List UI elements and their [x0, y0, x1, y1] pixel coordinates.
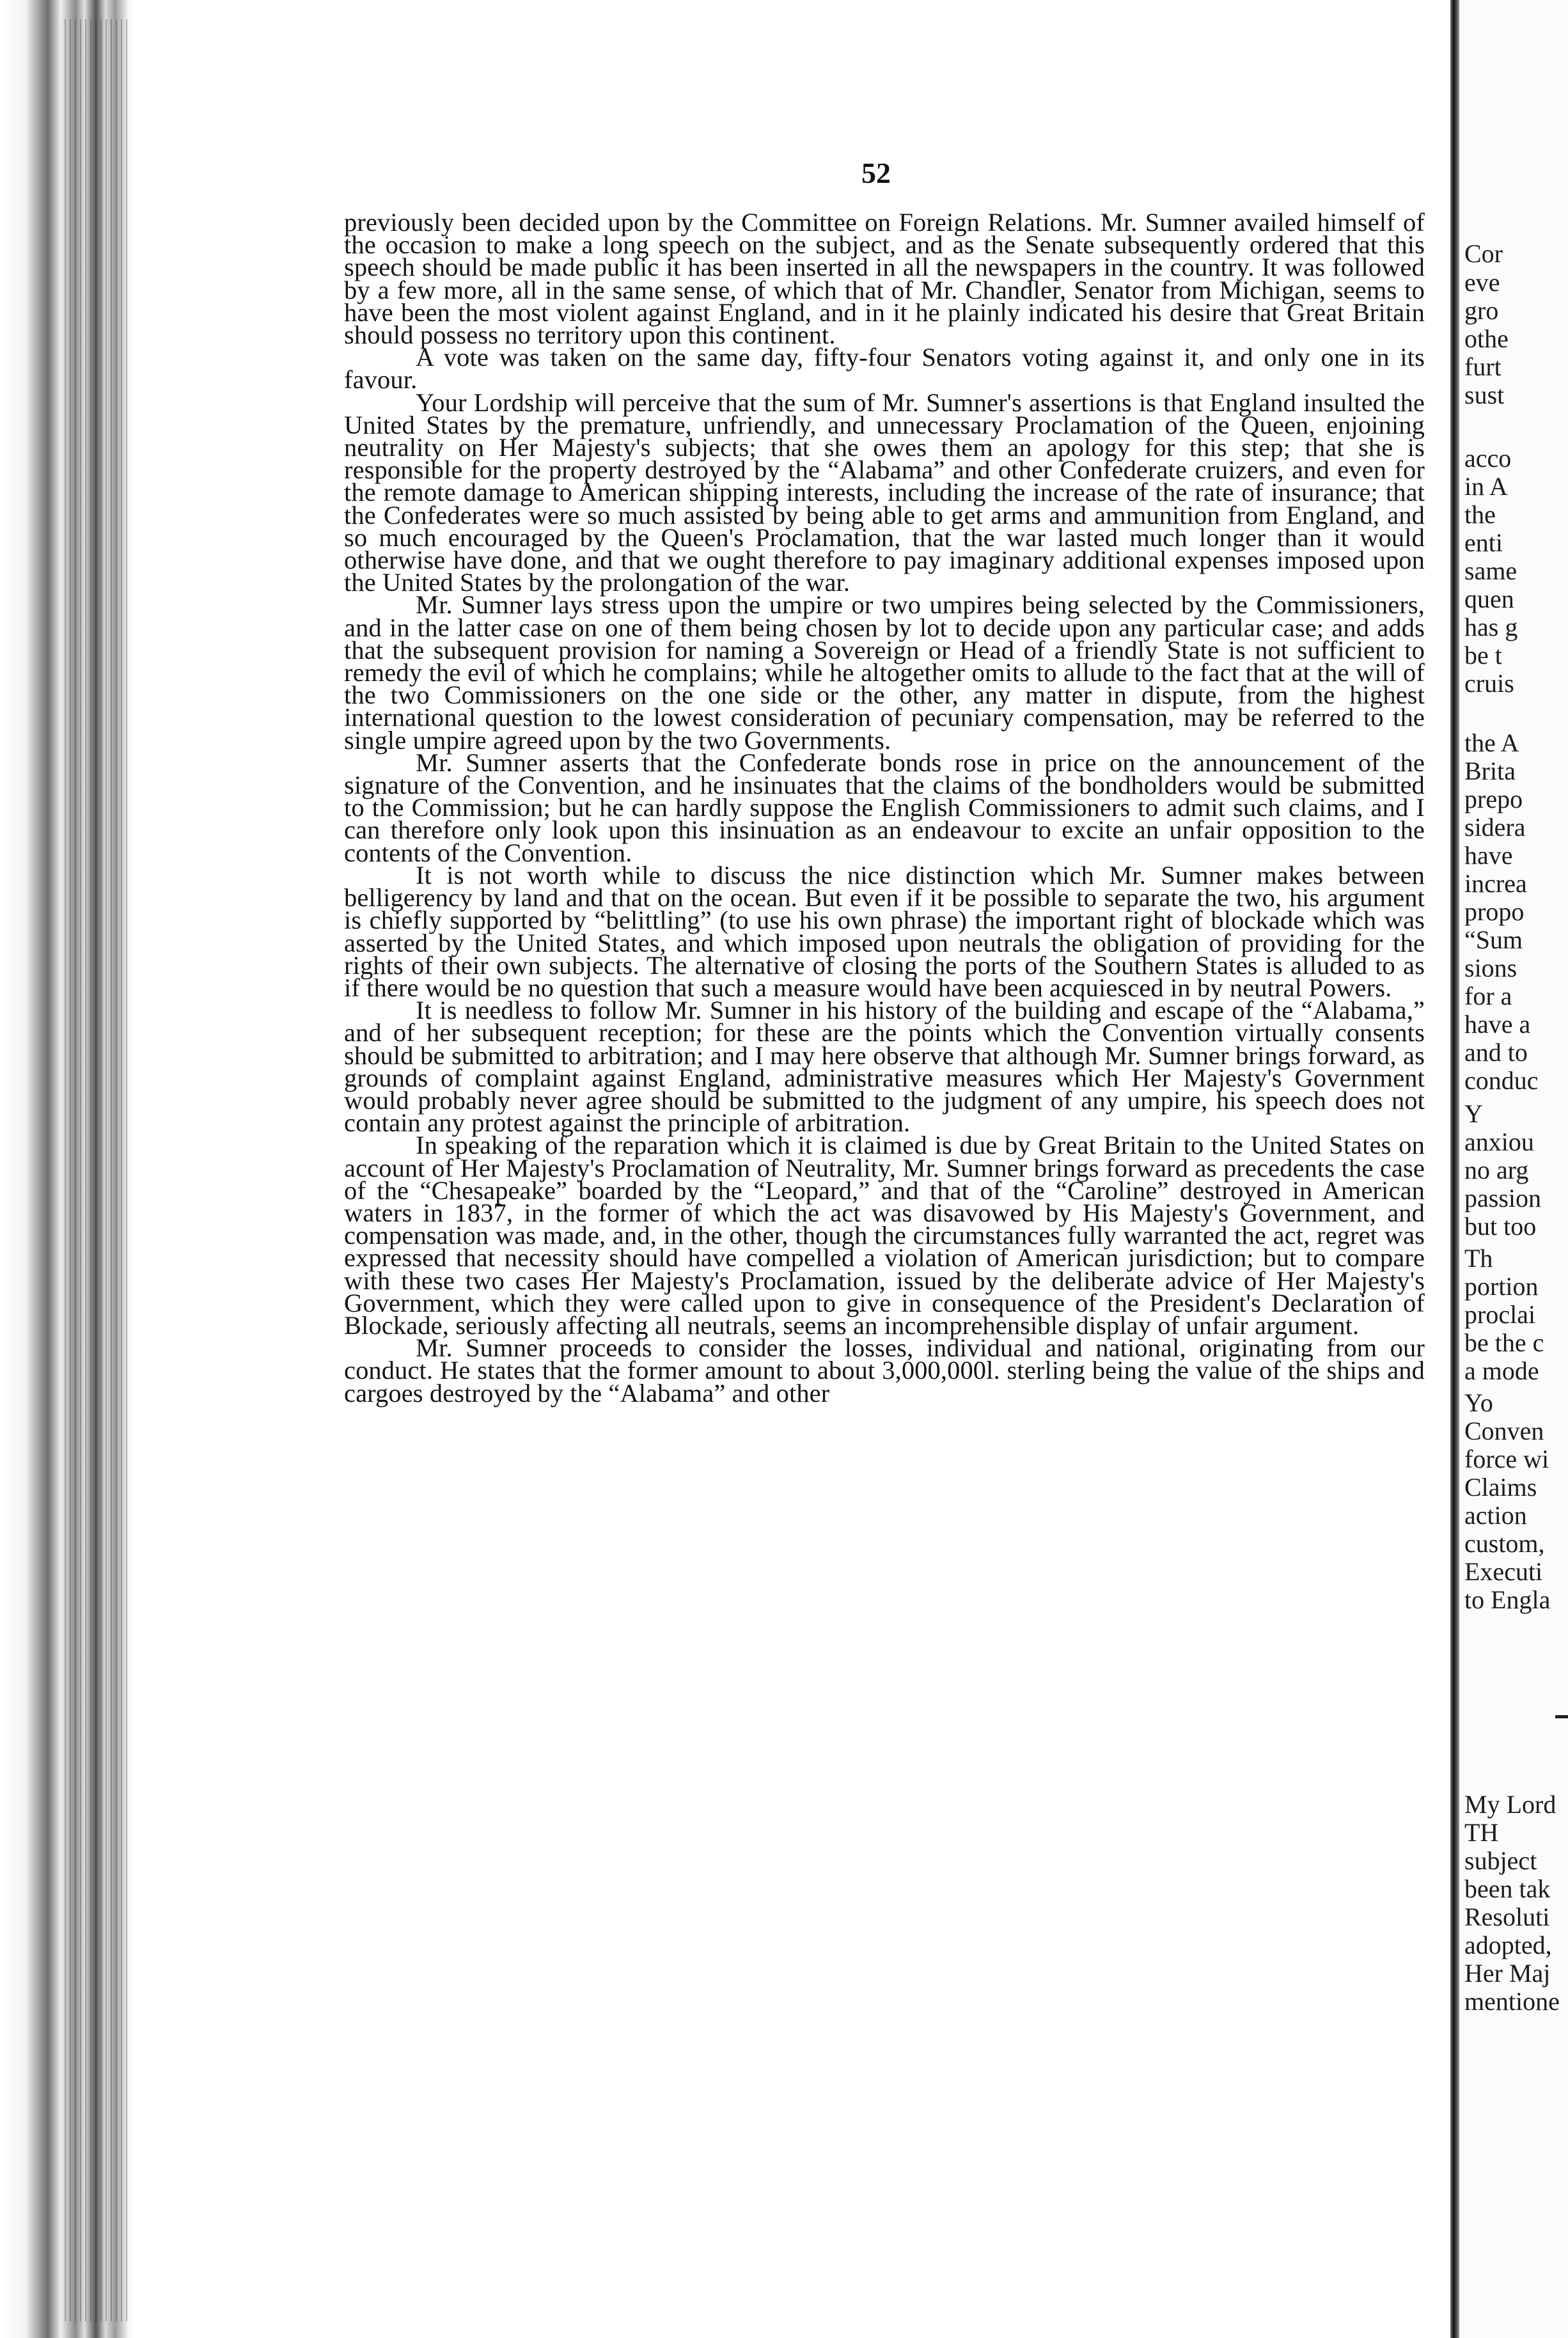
- facing-page-line: cruis: [1464, 669, 1514, 698]
- page-number: 52: [861, 157, 891, 189]
- paragraph: Mr. Sumner lays stress upon the umpire or two umpires being selected by the Commissioners, and in the latter case on one of them being chosen by lot to decide upon any particular case; and adds that the subsequent provision for naming a Sovereign or Head of a friendly State is not sufficient to remedy the evil of which he complains; while he altogether omits to allude to the fact that at the will of the two Commissioners on the one side or the other, any matter in dispute, from the highest international question to the lowest consideration of pecuniary compensation, may be referred to the single umpire agreed upon by the two Governments.: [344, 590, 1425, 755]
- paragraph: Your Lordship will perceive that the sum of Mr. Sumner's assertions is that England insulted the United States by the premature, unfriendly, and unnecessary Proclamation of the Queen, enjoining neutrality on Her Majesty's subjects; that she owes them an apology for this step; that she is responsible for the property destroyed by the “Alabama” and other Confederate cruizers, and even for the remote damage to American shipping interests, including the increase of the rate of insurance; that the Confederates were so much assisted by being able to get arms and ammunition from England, and so much encouraged by the Queen's Proclamation, that the war lasted much longer than it would otherwise have done, and that we ought therefore to pay imaginary additional expenses imposed upon the United States by the prolongation of the war.: [344, 388, 1425, 597]
- facing-page-line: enti: [1464, 528, 1503, 557]
- facing-page-line: furt: [1464, 352, 1501, 381]
- facing-page-line: no arg: [1464, 1156, 1529, 1184]
- facing-page-fragment: [1459, 0, 1568, 2338]
- facing-page-line: has g: [1464, 613, 1518, 641]
- facing-page-line: be the c: [1464, 1328, 1544, 1357]
- facing-page-line: increa: [1464, 869, 1527, 898]
- facing-page-line: My Lord: [1464, 1790, 1556, 1819]
- facing-page-line: for a: [1464, 982, 1512, 1010]
- facing-page-line: propo: [1464, 897, 1525, 926]
- facing-page-line: subject: [1464, 1846, 1537, 1875]
- facing-page-line: a mode: [1464, 1356, 1539, 1385]
- facing-page-line: portion: [1464, 1272, 1539, 1301]
- facing-page-line: to Engla: [1464, 1585, 1551, 1614]
- book-binding: [0, 0, 134, 2338]
- facing-page-line: adopted,: [1464, 1931, 1552, 1959]
- facing-page-line: sust: [1464, 381, 1505, 409]
- facing-page-line: mentione: [1464, 1987, 1560, 2016]
- facing-page-line: Conven: [1464, 1416, 1544, 1445]
- facing-page-line: but too: [1464, 1212, 1537, 1241]
- paragraph: In speaking of the reparation which it is claimed is due by Great Britain to the United States on account of Her Majesty's Proclamation of Neutrality, Mr. Sumner brings forward as precedents the case of the “Chesapeake” boarded by the “Leopard,” and that of the “Caroline” destroyed in American waters in 1837, in the former of which the act was disavowed by His Majesty's Government, and compensation was made, and, in the other, though the circumstances fully warranted the act, regret was expressed that necessity should have compelled a violation of American jurisdiction; but to compare with these two cases Her Majesty's Proclamation, issued by the deliberate advice of Her Majesty's Government, which they were called upon to give in consequence of the President's Declaration of Blockade, seriously affecting all neutrals, seems an incomprehensible display of unfair argument.: [344, 1131, 1425, 1340]
- facing-page-line: force wi: [1464, 1445, 1549, 1473]
- paragraph: It is needless to follow Mr. Sumner in his history of the building and escape of the “Alabama,” and of her subsequent reception; for these are the points which the Convention virtually consents should be submitted to arbitration; and I may here observe that although Mr. Sumner brings forward, as grounds of complaint against England, administrative measures which Her Majesty's Government would probably never agree should be submitted to the judgment of any umpire, his speech does not contain any protest against the principle of arbitration.: [344, 996, 1425, 1138]
- paragraph: A vote was taken on the same day, fifty-four Senators voting against it, and only one in its favour.: [344, 343, 1425, 395]
- facing-page-line: be t: [1464, 641, 1502, 670]
- section-rule: [1555, 1715, 1568, 1718]
- facing-page-line: the A: [1464, 728, 1519, 757]
- facing-page-line: have: [1464, 841, 1513, 870]
- facing-page-line: prepo: [1464, 785, 1523, 813]
- paragraph: It is not worth while to discuss the nice distinction which Mr. Sumner makes between belligerency by land and that on the ocean. But even if it be possible to separate the two, his argument is chiefly supported by “belittling” (to use his own phrase) the important right of blockade which was asserted by the United States, and which imposed upon neutrals the obligation of providing for the rights of their own subjects. The alternative of closing the ports of the Southern States is alluded to as if there would be no question that such a measure would have been acquiesced in by neutral Powers.: [344, 860, 1425, 1002]
- facing-page-line: Y: [1464, 1099, 1483, 1128]
- paragraph: Mr. Sumner asserts that the Confederate bonds rose in price on the announcement of the signature of the Convention, and he insinuates that the claims of the bondholders would be submitted to the Commission; but he can hardly suppose the English Commissioners to admit such claims, and I can therefore only look upon this insinuation as an endeavour to excite an unfair opposition to the contents of the Convention.: [344, 748, 1425, 867]
- facing-page-line: anxiou: [1464, 1127, 1534, 1156]
- facing-page-line: Yo: [1464, 1388, 1493, 1417]
- facing-page-line: Cor: [1464, 239, 1503, 268]
- facing-page-line: Th: [1464, 1244, 1493, 1273]
- facing-page-line: Claims: [1464, 1473, 1537, 1502]
- facing-page-line: Brita: [1464, 757, 1516, 785]
- facing-page-line: sions: [1464, 953, 1517, 982]
- page-edge-shadow: [1450, 0, 1459, 2338]
- facing-page-line: the: [1464, 500, 1496, 529]
- paragraph: Mr. Sumner proceeds to consider the losses, individual and national, originating from our conduct. He states that the former amount to about 3,000,000l. sterling being the value of the ships and cargoes destroyed by the “Alabama” and other: [344, 1333, 1425, 1408]
- facing-page-line: action: [1464, 1501, 1527, 1530]
- paragraph: previously been decided upon by the Committee on Foreign Relations. Mr. Sumner availed himself of the occasion to make a long speech on the subject, and as the Senate subsequently ordered that this speech should be made public it has been inserted in all the newspapers in the country. It was followed by a few more, all in the same sense, of which that of Mr. Chandler, Senator from Michigan, seems to have been the most violent against England, and in it he plainly indicated his desire that Great Britain should possess no territory upon this continent.: [344, 208, 1425, 350]
- facing-page-line: acco: [1464, 444, 1512, 473]
- binding-page-edges: [61, 19, 131, 2321]
- facing-page-line: othe: [1464, 324, 1509, 353]
- facing-page-line: quen: [1464, 584, 1514, 613]
- facing-page-line: and to: [1464, 1038, 1528, 1067]
- facing-page-line: conduc: [1464, 1066, 1539, 1095]
- body-text: [344, 208, 1425, 1408]
- facing-page-line: “Sum: [1464, 925, 1523, 954]
- facing-page-line: Her Maj: [1464, 1959, 1551, 1988]
- facing-page-line: in A: [1464, 472, 1508, 501]
- facing-page-line: same: [1464, 556, 1517, 585]
- facing-page-line: gro: [1464, 296, 1499, 325]
- facing-page-line: passion: [1464, 1184, 1541, 1212]
- facing-page-line: TH: [1464, 1818, 1499, 1847]
- facing-page-line: Executi: [1464, 1557, 1543, 1586]
- facing-page-line: proclai: [1464, 1300, 1536, 1329]
- facing-page-line: have a: [1464, 1010, 1531, 1039]
- facing-page-line: Resoluti: [1464, 1903, 1550, 1931]
- facing-page-line: eve: [1464, 268, 1500, 297]
- facing-page-line: custom,: [1464, 1529, 1545, 1558]
- facing-page-line: been tak: [1464, 1874, 1551, 1903]
- facing-page-line: sidera: [1464, 813, 1526, 842]
